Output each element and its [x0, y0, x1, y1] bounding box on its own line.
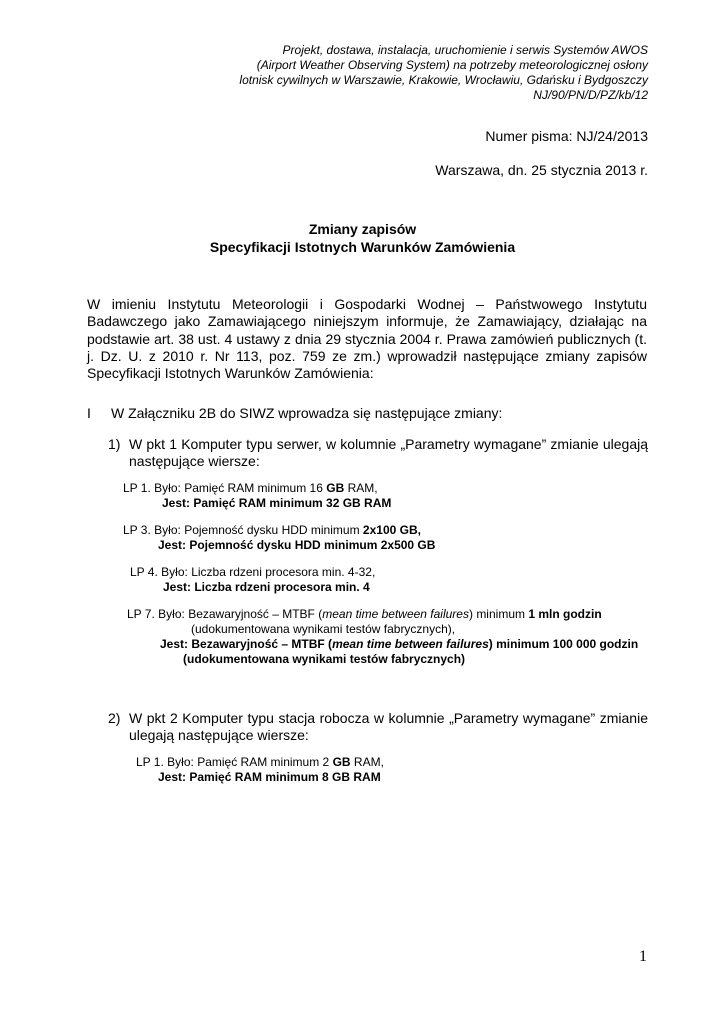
jest-lp7-a: Jest: Bezawaryjność – MTBF (: [160, 637, 333, 651]
lp-label: LP 3.: [123, 523, 151, 537]
bylo-text: Pamięć RAM minimum 2: [197, 755, 330, 769]
lp-label: LP 4.: [130, 565, 158, 579]
jest-lp7-italic: mean time between failures: [332, 637, 489, 651]
jest-lp1: Jest: Pamięć RAM minimum 32 GB RAM: [162, 496, 392, 510]
jest-lp7-b: ) minimum 100 000 godzin: [488, 637, 639, 651]
letter-number: Numer pisma: NJ/24/2013: [485, 128, 648, 144]
place-date: Warszawa, dn. 25 stycznia 2013 r.: [435, 162, 648, 178]
bylo-bold: 2x100 GB,: [362, 523, 421, 537]
lp-label: LP 7.: [127, 607, 155, 621]
bylo-text: Pojemność dysku HDD minimum: [184, 523, 360, 537]
item-1-number: 1): [108, 436, 121, 452]
header-line-3: lotnisk cywilnych w Warszawie, Krakowie, Wrocławiu, Gdańsku i Bydgoszczy: [239, 73, 648, 87]
bylo-italic: mean time between failures: [322, 607, 469, 621]
bylo-text: Bezawaryjność – MTBF (: [188, 607, 323, 621]
bylo-label: Było:: [154, 481, 181, 495]
bylo-mid: ) minimum: [468, 607, 525, 621]
header-line-1: Projekt, dostawa, instalacja, uruchomienie i serwis Systemów AWOS: [282, 43, 648, 57]
bylo-tail: RAM,: [353, 755, 384, 769]
bylo-label: Było:: [158, 607, 185, 621]
bylo-bold: GB: [332, 755, 351, 769]
bylo-label: Było:: [161, 565, 188, 579]
bylo-label: Było:: [167, 755, 194, 769]
lp-label: LP 1.: [136, 755, 164, 769]
item-1-line-2: następujące wiersze:: [129, 453, 260, 469]
item-2-number: 2): [108, 710, 121, 726]
section-heading: W Załączniku 2B do SIWZ wprowadza się następujące zmiany:: [111, 405, 503, 421]
section-numeral: I: [87, 405, 91, 421]
change-lp7: [127, 607, 602, 621]
bylo-bold: GB: [326, 481, 345, 495]
change-lp4: [130, 565, 375, 579]
bylo-lp7-line-2: (udokumentowana wynikami testów fabrycznych),: [191, 622, 456, 636]
item-2-line-1: W pkt 2 Komputer typu stacja robocza w kolumnie „Parametry wymagane” zmianie: [129, 710, 648, 726]
title-line-2: Specyfikacji Istotnych Warunków Zamówienia: [209, 239, 516, 255]
change-lp1: [123, 481, 378, 495]
document-title: [0, 220, 725, 256]
running-header: [239, 43, 648, 103]
jest-item2-lp1: Jest: Pamięć RAM minimum 8 GB RAM: [158, 770, 381, 784]
change-lp3: [123, 523, 421, 537]
header-line-4: NJ/90/PN/D/PZ/kb/12: [533, 88, 648, 102]
bylo-bold: 1 mln godzin: [528, 607, 602, 621]
item-1-line-1: W pkt 1 Komputer typu serwer, w kolumnie „Parametry wymagane” zmianie ulegają: [129, 436, 648, 452]
bylo-tail: RAM,: [347, 481, 378, 495]
lp-label: LP 1.: [123, 481, 151, 495]
intro-paragraph: W imieniu Instytutu Meteorologii i Gospodarki Wodnej – Państwowego Instytutu Badawczego jako Zamawiającego niniejszym informuje, że Zamawiający, działając na podstawie art. 38 ust. 4 ustawy z dnia 29 stycznia 2004 r. Prawa zamówień publicznych (t. j. Dz. U. z 2010 r. Nr 113, poz. 759 ze zm.) wprowadził następujące zmiany zapisów Specyfikacji Istotnych Warunków Zamówienia:: [87, 296, 647, 382]
bylo-text: Pamięć RAM minimum 16: [184, 481, 323, 495]
jest-lp3: Jest: Pojemność dysku HDD minimum 2x500 GB: [158, 538, 436, 552]
bylo-label: Było:: [154, 523, 181, 537]
title-line-1: Zmiany zapisów: [308, 221, 417, 237]
page-number: 1: [639, 948, 647, 965]
jest-lp7: [160, 637, 638, 651]
item-2-line-2: ulegają następujące wiersze:: [129, 727, 309, 743]
bylo-text: Liczba rdzeni procesora min. 4-32,: [191, 565, 376, 579]
header-line-2: (Airport Weather Observing System) na potrzeby meteorologicznej osłony: [256, 58, 648, 72]
jest-lp4: Jest: Liczba rdzeni procesora min. 4: [163, 580, 370, 594]
change-item2-lp1: [136, 755, 384, 769]
jest-lp7-line-2: (udokumentowana wynikami testów fabrycznych): [183, 652, 466, 666]
